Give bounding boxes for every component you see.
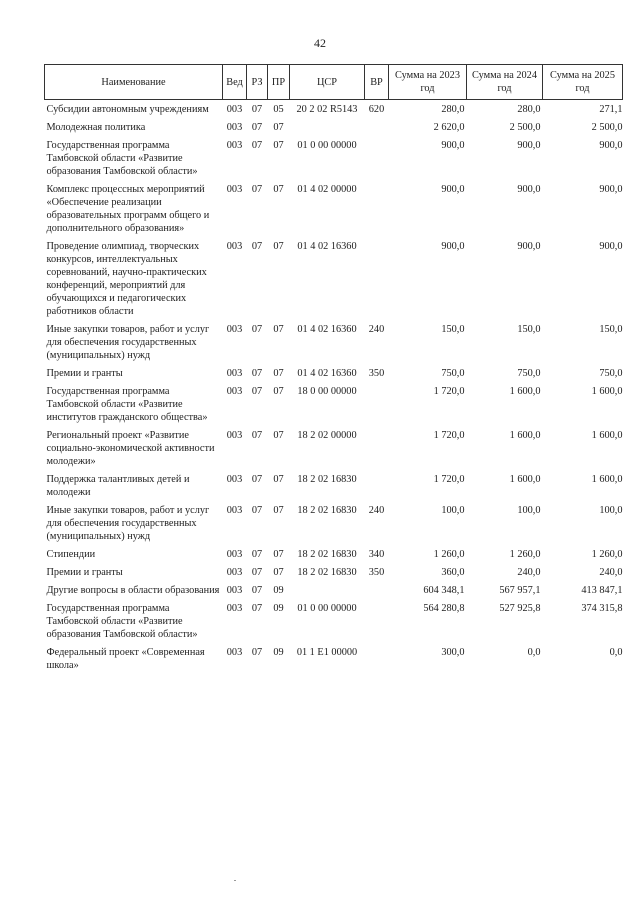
cell-ved: 003 (226, 585, 243, 596)
cell-pr: 09 (273, 603, 284, 614)
cell-sum-2025: 374 315,8 (581, 603, 623, 614)
cell-vr (365, 643, 389, 674)
cell-sum-2023: 900,0 (441, 241, 465, 252)
header-pr: ПР (268, 65, 290, 100)
table-row (45, 364, 623, 382)
cell-rz: 07 (251, 324, 263, 335)
cell-name: Государственная программа Тамбовской области «Развитие образования Тамбовской области» (46, 603, 198, 640)
cell-vr (365, 599, 389, 643)
cell-name: Государственная программа Тамбовской области «Развитие институтов гражданского общества» (46, 386, 208, 423)
cell-name: Премии и гранты (46, 368, 123, 379)
cell-sum-2024: 900,0 (517, 140, 541, 151)
cell-pr: 07 (273, 430, 284, 441)
cell-pr: 07 (273, 140, 284, 151)
cell-rz: 07 (251, 585, 263, 596)
table-row (45, 501, 623, 545)
cell-rz: 07 (251, 241, 263, 252)
cell-name: Поддержка талантливых детей и молодежи (46, 474, 190, 498)
cell-name: Федеральный проект «Современная школа» (46, 647, 205, 671)
table-row (45, 237, 623, 320)
cell-rz: 07 (251, 368, 263, 379)
cell-csr: 20 2 02 R5143 (296, 104, 358, 115)
cell-rz: 07 (251, 104, 263, 115)
cell-sum-2024: 527 925,8 (499, 603, 541, 614)
cell-rz: 07 (251, 430, 263, 441)
header-csr: ЦСР (290, 65, 365, 100)
cell-vr: 620 (368, 104, 385, 115)
cell-pr: 07 (273, 241, 284, 252)
cell-rz: 07 (251, 474, 263, 485)
cell-ved: 003 (226, 647, 243, 658)
cell-ved: 003 (226, 567, 243, 578)
cell-csr: 18 0 00 00000 (297, 386, 357, 397)
cell-sum-2025: 900,0 (599, 241, 623, 252)
cell-pr: 07 (273, 549, 284, 560)
cell-ved: 003 (226, 184, 243, 195)
cell-sum-2023: 604 348,1 (423, 585, 465, 596)
cell-name: Субсидии автономным учреждениям (46, 104, 209, 115)
cell-rz: 07 (251, 603, 263, 614)
table-row (45, 382, 623, 426)
table-row (45, 563, 623, 581)
cell-sum-2025: 413 847,1 (581, 585, 623, 596)
page-mark (234, 880, 236, 881)
cell-csr: 01 4 02 16360 (297, 368, 357, 379)
cell-ved: 003 (226, 368, 243, 379)
cell-name: Иные закупки товаров, работ и услуг для обеспечения государственных (муниципальных) нужд (46, 505, 210, 542)
cell-name: Другие вопросы в области образования (46, 585, 220, 596)
cell-rz: 07 (251, 549, 263, 560)
table-row (45, 545, 623, 563)
cell-ved: 003 (226, 241, 243, 252)
cell-vr: 340 (368, 549, 385, 560)
cell-ved: 003 (226, 324, 243, 335)
cell-ved: 003 (226, 140, 243, 151)
cell-sum-2023: 360,0 (441, 567, 465, 578)
cell-sum-2024: 900,0 (517, 184, 541, 195)
cell-pr: 07 (273, 386, 284, 397)
header-sum-2023: Сумма на 2023 год (389, 65, 467, 100)
cell-vr (365, 581, 389, 599)
cell-name: Комплекс процессных мероприятий «Обеспечение реализации образовательных программ общего и дополнительного образования» (46, 184, 210, 234)
cell-ved: 003 (226, 386, 243, 397)
cell-csr: 18 2 02 16830 (297, 549, 357, 560)
cell-name: Государственная программа Тамбовской области «Развитие образования Тамбовской области» (46, 140, 198, 177)
cell-sum-2025: 1 600,0 (591, 430, 623, 441)
cell-sum-2023: 1 260,0 (433, 549, 465, 560)
cell-pr: 07 (273, 368, 284, 379)
cell-sum-2024: 900,0 (517, 241, 541, 252)
cell-csr: 18 2 02 00000 (297, 430, 357, 441)
cell-name: Иные закупки товаров, работ и услуг для обеспечения государственных (муниципальных) нужд (46, 324, 210, 361)
cell-rz: 07 (251, 386, 263, 397)
cell-sum-2023: 564 280,8 (423, 603, 465, 614)
table-row (45, 643, 623, 674)
cell-rz: 07 (251, 122, 263, 133)
cell-sum-2025: 100,0 (599, 505, 623, 516)
cell-pr: 07 (273, 184, 284, 195)
header-vr: ВР (365, 65, 389, 100)
cell-sum-2024: 0,0 (527, 647, 541, 658)
cell-vr: 240 (368, 324, 385, 335)
cell-rz: 07 (251, 184, 263, 195)
cell-csr: 01 4 02 16360 (297, 324, 357, 335)
cell-pr: 07 (273, 122, 284, 133)
cell-sum-2023: 1 720,0 (433, 474, 465, 485)
cell-vr (365, 118, 389, 136)
cell-sum-2025: 900,0 (599, 140, 623, 151)
cell-pr: 09 (273, 585, 284, 596)
cell-csr: 01 1 E1 00000 (296, 647, 358, 658)
cell-sum-2023: 300,0 (441, 647, 465, 658)
header-sum-2025: Сумма на 2025 год (543, 65, 623, 100)
cell-csr (290, 118, 365, 136)
cell-pr: 09 (273, 647, 284, 658)
cell-csr: 18 2 02 16830 (297, 567, 357, 578)
cell-sum-2024: 750,0 (517, 368, 541, 379)
cell-vr (365, 180, 389, 237)
cell-ved: 003 (226, 122, 243, 133)
budget-table (44, 64, 623, 674)
cell-name: Молодежная политика (46, 122, 146, 133)
cell-csr: 01 4 02 16360 (297, 241, 357, 252)
table-row (45, 581, 623, 599)
cell-vr (365, 470, 389, 501)
cell-rz: 07 (251, 505, 263, 516)
cell-sum-2025: 0,0 (609, 647, 623, 658)
table-row (45, 599, 623, 643)
cell-ved: 003 (226, 549, 243, 560)
cell-sum-2025: 1 260,0 (591, 549, 623, 560)
page-number: 42 (314, 36, 326, 50)
cell-name: Региональный проект «Развитие социально-экономической активности молодежи» (46, 430, 215, 467)
table-row (45, 118, 623, 136)
cell-sum-2024: 100,0 (517, 505, 541, 516)
cell-pr: 05 (273, 104, 284, 115)
cell-sum-2024: 2 500,0 (509, 122, 541, 133)
cell-sum-2024: 1 600,0 (509, 474, 541, 485)
table-row (45, 426, 623, 470)
cell-csr: 01 0 00 00000 (297, 603, 357, 614)
cell-name: Премии и гранты (46, 567, 123, 578)
cell-pr: 07 (273, 324, 284, 335)
cell-sum-2023: 1 720,0 (433, 430, 465, 441)
cell-sum-2023: 100,0 (441, 505, 465, 516)
cell-pr: 07 (273, 474, 284, 485)
table-body (45, 100, 623, 675)
cell-vr (365, 426, 389, 470)
header-name: Наименование (45, 65, 223, 100)
cell-sum-2023: 2 620,0 (433, 122, 465, 133)
cell-sum-2025: 750,0 (599, 368, 623, 379)
cell-sum-2025: 900,0 (599, 184, 623, 195)
cell-csr: 18 2 02 16830 (297, 474, 357, 485)
cell-rz: 07 (251, 647, 263, 658)
cell-csr (290, 581, 365, 599)
cell-name: Проведение олимпиад, творческих конкурсов, интеллектуальных соревнований, научно-практических конференций, мероприятий для обучающихся и педагогических работников области (46, 241, 207, 317)
table-row (45, 100, 623, 119)
cell-sum-2024: 1 600,0 (509, 430, 541, 441)
cell-csr: 01 0 00 00000 (297, 140, 357, 151)
table-header-row (45, 65, 623, 100)
cell-sum-2023: 900,0 (441, 184, 465, 195)
cell-sum-2025: 271,1 (599, 104, 623, 115)
cell-sum-2023: 280,0 (441, 104, 465, 115)
table-row (45, 470, 623, 501)
cell-sum-2025: 240,0 (599, 567, 623, 578)
cell-ved: 003 (226, 505, 243, 516)
cell-pr: 07 (273, 505, 284, 516)
cell-vr (365, 382, 389, 426)
header-ved: Вед (223, 65, 247, 100)
cell-sum-2023: 1 720,0 (433, 386, 465, 397)
cell-rz: 07 (251, 140, 263, 151)
cell-vr: 350 (368, 567, 385, 578)
table-row (45, 320, 623, 364)
cell-sum-2023: 150,0 (441, 324, 465, 335)
header-rz: РЗ (247, 65, 268, 100)
table-row (45, 136, 623, 180)
cell-sum-2024: 1 260,0 (509, 549, 541, 560)
cell-vr (365, 237, 389, 320)
cell-sum-2025: 2 500,0 (591, 122, 623, 133)
cell-vr: 350 (368, 368, 385, 379)
cell-sum-2024: 567 957,1 (499, 585, 541, 596)
cell-sum-2023: 900,0 (441, 140, 465, 151)
cell-vr (365, 136, 389, 180)
cell-sum-2024: 240,0 (517, 567, 541, 578)
cell-sum-2025: 1 600,0 (591, 474, 623, 485)
cell-sum-2025: 150,0 (599, 324, 623, 335)
cell-rz: 07 (251, 567, 263, 578)
cell-pr: 07 (273, 567, 284, 578)
cell-sum-2024: 280,0 (517, 104, 541, 115)
cell-csr: 01 4 02 00000 (297, 184, 357, 195)
cell-sum-2025: 1 600,0 (591, 386, 623, 397)
cell-sum-2024: 150,0 (517, 324, 541, 335)
header-sum-2024: Сумма на 2024 год (467, 65, 543, 100)
cell-ved: 003 (226, 430, 243, 441)
cell-name: Стипендии (46, 549, 96, 560)
cell-sum-2024: 1 600,0 (509, 386, 541, 397)
cell-ved: 003 (226, 104, 243, 115)
table-row (45, 180, 623, 237)
cell-csr: 18 2 02 16830 (297, 505, 357, 516)
cell-ved: 003 (226, 603, 243, 614)
cell-vr: 240 (368, 505, 385, 516)
cell-ved: 003 (226, 474, 243, 485)
cell-sum-2023: 750,0 (441, 368, 465, 379)
